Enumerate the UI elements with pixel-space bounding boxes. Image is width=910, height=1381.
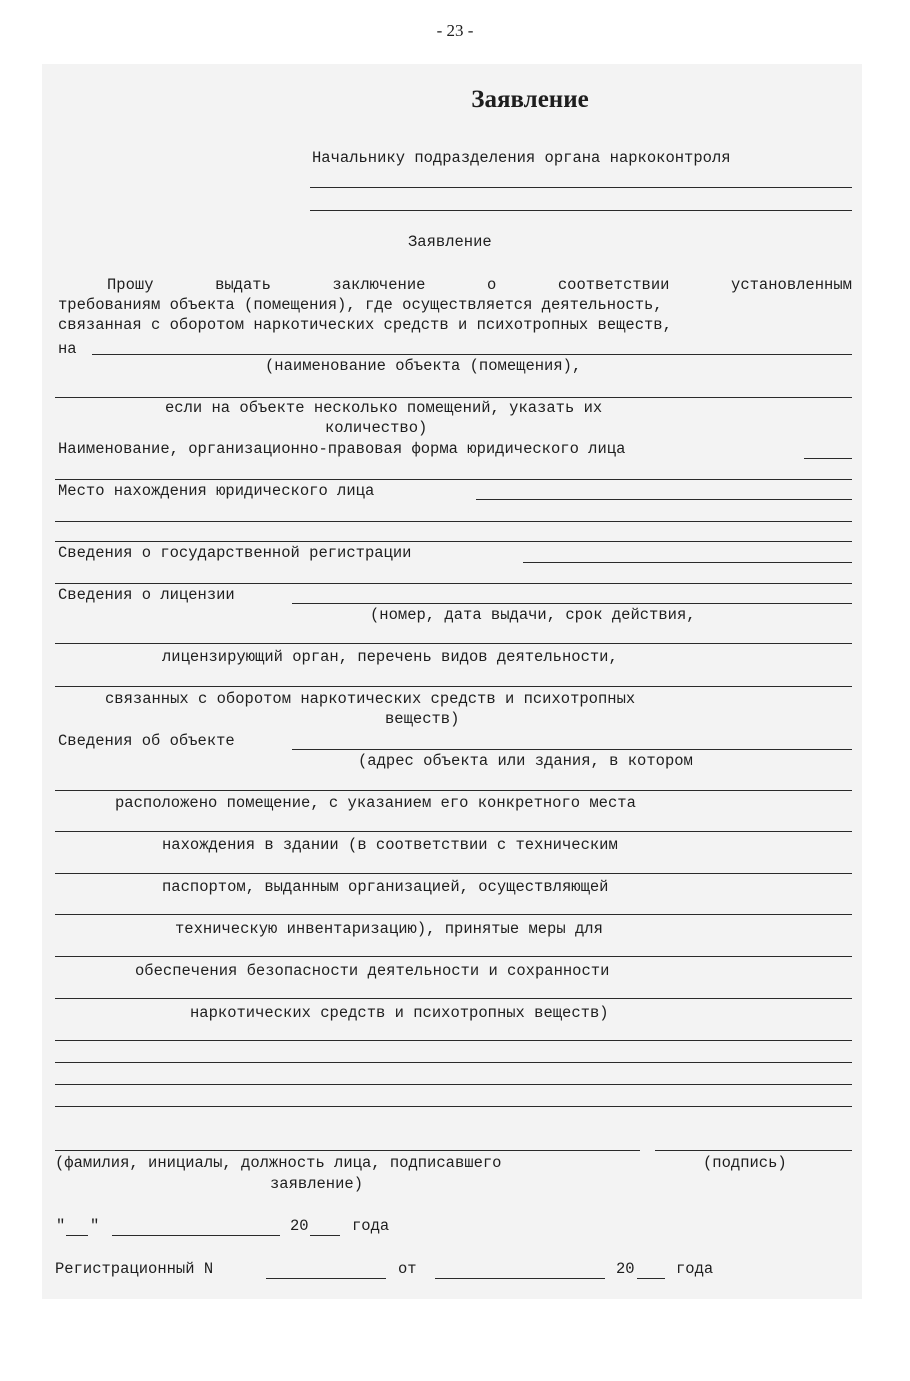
org-name-line-2 xyxy=(55,479,852,480)
license-line-2 xyxy=(55,643,852,644)
body-word: заключение xyxy=(332,276,426,294)
hint-license-4: веществ) xyxy=(385,710,460,728)
hint-object-2: если на объекте несколько помещений, указать их xyxy=(165,399,603,417)
addressee-text: Начальнику подразделения органа наркоконтроля xyxy=(312,149,731,167)
object-info-line-7 xyxy=(55,998,852,999)
label-location: Место нахождения юридического лица xyxy=(58,482,375,500)
body-line-3: связанная с оборотом наркотических средств и психотропных веществ, xyxy=(58,316,672,334)
hint-object-3: количество) xyxy=(325,419,428,437)
location-line-3 xyxy=(55,541,852,542)
hint-objinfo-2: расположено помещение, с указанием его конкретного места xyxy=(115,794,636,812)
hint-license-2: лицензирующий орган, перечень видов деятельности, xyxy=(162,648,618,666)
signer-line xyxy=(55,1150,640,1151)
extra-line-1 xyxy=(55,1040,852,1041)
object-info-line-1 xyxy=(292,749,852,750)
body-word: Прошу xyxy=(107,276,154,294)
page-number: - 23 - xyxy=(436,21,474,40)
body-word: выдать xyxy=(215,276,271,294)
body-line-4-prefix: на xyxy=(58,340,77,358)
license-line-1 xyxy=(292,603,852,604)
object-info-line-5 xyxy=(55,914,852,915)
hint-license-1: (номер, дата выдачи, срок действия, xyxy=(370,606,696,624)
form-heading: Заявление xyxy=(471,86,589,113)
date-open-quote: " xyxy=(56,1217,66,1235)
registration-from: от xyxy=(398,1260,417,1278)
registration-year-line xyxy=(637,1278,665,1279)
object-name-line-2 xyxy=(55,397,852,398)
registration-number-line xyxy=(266,1278,386,1279)
org-name-line-1 xyxy=(804,458,852,459)
hint-objinfo-6: обеспечения безопасности деятельности и сохранности xyxy=(135,962,610,980)
label-license: Сведения о лицензии xyxy=(58,586,235,604)
date-year-prefix: 20 xyxy=(290,1217,309,1235)
signature-line xyxy=(655,1150,852,1151)
registration-year-suffix: года xyxy=(676,1260,714,1278)
date-day-line xyxy=(66,1235,88,1236)
hint-objinfo-3: нахождения в здании (в соответствии с техническим xyxy=(162,836,618,854)
location-line-1 xyxy=(476,499,852,500)
label-org-name: Наименование, организационно-правовая форма юридического лица xyxy=(58,440,626,458)
body-line-2: требованиям объекта (помещения), где осуществляется деятельность, xyxy=(58,296,663,314)
addressee-line-2 xyxy=(310,210,852,211)
body-word: о xyxy=(486,276,497,294)
date-year-suffix: года xyxy=(352,1217,390,1235)
date-month-line xyxy=(112,1235,280,1236)
hint-objinfo-4: паспортом, выданным организацией, осуществляющей xyxy=(162,878,609,896)
label-object: Сведения об объекте xyxy=(58,732,235,750)
hint-objinfo-7: наркотических средств и психотропных веществ) xyxy=(190,1004,609,1022)
addressee-line-1 xyxy=(310,187,852,188)
body-word: соответствии xyxy=(557,276,670,294)
object-name-line xyxy=(92,354,852,355)
location-line-2 xyxy=(55,521,852,522)
hint-license-3: связанных с оборотом наркотических средств и психотропных xyxy=(105,690,636,708)
date-year-line xyxy=(310,1235,340,1236)
registration-date-line xyxy=(435,1278,605,1279)
body-line-1 xyxy=(107,276,852,294)
signer-caption-1: (фамилия, инициалы, должность лица, подписавшего xyxy=(55,1154,502,1172)
registration-label: Регистрационный N xyxy=(55,1260,214,1278)
registration-line-2 xyxy=(55,583,852,584)
body-word: установленным xyxy=(731,276,852,294)
registration-line-1 xyxy=(523,562,852,563)
object-info-line-3 xyxy=(55,831,852,832)
extra-line-2 xyxy=(55,1062,852,1063)
label-registration: Сведения о государственной регистрации xyxy=(58,544,412,562)
object-info-line-4 xyxy=(55,873,852,874)
hint-objinfo-5: техническую инвентаризацию), принятые меры для xyxy=(175,920,603,938)
extra-line-4 xyxy=(55,1106,852,1107)
signer-caption-2: заявление) xyxy=(270,1175,364,1193)
signature-caption: (подпись) xyxy=(703,1154,787,1172)
license-line-3 xyxy=(55,686,852,687)
object-info-line-6 xyxy=(55,956,852,957)
registration-year-prefix: 20 xyxy=(616,1260,635,1278)
object-info-line-2 xyxy=(55,790,852,791)
hint-objinfo-1: (адрес объекта или здания, в котором xyxy=(358,752,693,770)
hint-object-1: (наименование объекта (помещения), xyxy=(265,357,582,375)
subheading: Заявление xyxy=(408,233,492,251)
extra-line-3 xyxy=(55,1084,852,1085)
date-close-quote: " xyxy=(90,1217,100,1235)
